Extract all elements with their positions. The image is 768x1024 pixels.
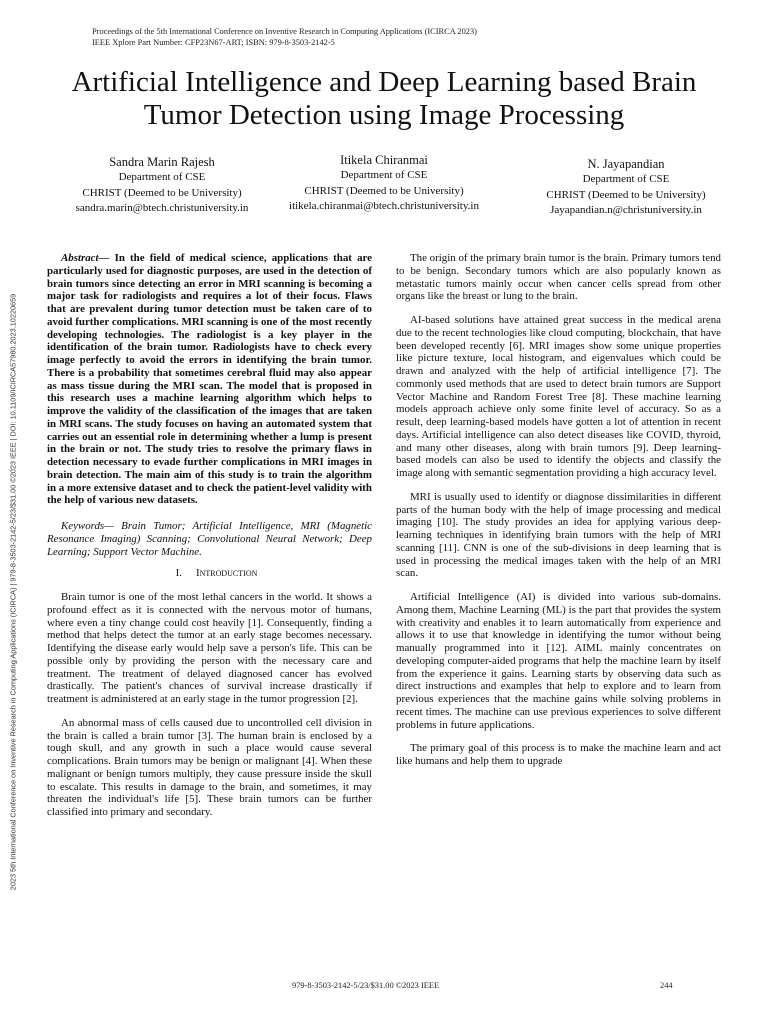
abstract-lead: Abstract— (61, 252, 110, 264)
conference-header-line2: IEEE Xplore Part Number: CFP23N67-ART; ISBN: 979-8-3503-2142-5 (92, 38, 335, 47)
author-2-name: Itikela Chiranmai (340, 153, 428, 167)
body-paragraph: AI-based solutions have attained great success in the medical arena due to the recent technologies like cloud computing, blockchain, that have been developed recently [6]. MRI images show some unique properties like picture texture, local histogram, and eigenvalues which could be drawn and analyzed with the help of artificial intelligence [7]. The commonly used methods that are used to detect brain tumors are Support Vector Machine and Random Forest Tree [8]. These machine learning models approach achieve only some finite level of accuracy. So as a result, deep learning-based models have gotten a lot of attention in recent days. Artificial intelligence can also detect diseases like COVID, thyroid, and many other diseases, along with brain tumors [9]. Deep learning-based models can also be used to identify the objects and classify the image along with semantic segmentation providing a high accuracy level. (396, 314, 721, 479)
author-3-name: N. Jayapandian (587, 157, 665, 171)
conference-header (92, 26, 477, 48)
body-paragraph: An abnormal mass of cells caused due to uncontrolled cell division in the brain is called a brain tumor [3]. The human brain is enclosed by a tough skull, and any growth in such a place would cause several complications. Brain tumors may be benign or malignant [4]. When these malignant or benign tumors multiply, they cause pressure inside the skull to escalate. This results in damage to the brain, and sometimes, it may threaten the individual's life [5]. These brain tumors can be further classified into primary and secondary. (47, 716, 372, 818)
right-column (396, 252, 721, 779)
paper-title-line2: Tumor Detection using Image Processing (143, 99, 625, 131)
paper-title-line1: Artificial Intelligence and Deep Learning based Brain (71, 66, 697, 98)
abstract (47, 252, 372, 507)
body-paragraph: Brain tumor is one of the most lethal cancers in the world. It shows a profound effect as it is connected with the nervous motor of humans, where even a tiny change could cost heavily [1]. Consequently, finding a method that helps detect the tumor at an early stage becomes necessary. Identifying the disease early would help save a person's life. This can be possible only by providing the person with the necessary care and treatment. The treatment of delayed diagnosed cancer has evolved drastically. The patient's chances of survival increase drastically if treatment is administered at an early stage in the tumor progression [2]. (47, 591, 372, 705)
abstract-body: In the field of medical science, applications that are particularly used for diagnostic purposes, are used in the detection of brain tumors since detecting an error in MRI scanning is becoming a major task for radiologists and requires a lot of their focus. Flaws that are prevalent during tumor detection must be taken care of to avoid further complications. MRI scanning is one of the most recently developing technologies. The radiologist is a key player in the identification of the brain tumor. Radiologists have to check every image perfectly to avoid the errors in identifying the brain tumor. There is a probability that sometimes cerebral fluid may also appear as mass tissue during the MRI scan. The model that is proposed in this research uses a machine learning algorithm which helps to improve the validity of the classification of the images that are taken in MRI scans. The study focuses on having an automated system that carries out an essential role in determining whether a lump is present in the brain or not. The study tries to resolve the primary flaws in detection necessary to evade further complications in MRI images in brain detection. The main aim of this study is to train the algorithm in a more extensive dataset and to check the patient-level validity with the help of various new datasets. (47, 252, 372, 507)
section-number: I. (175, 567, 182, 580)
section-title: Introduction (195, 567, 258, 580)
footer-copyright: 979-8-3503-2142-5/23/$31.00 ©2023 IEEE (292, 981, 440, 990)
author-1-name: Sandra Marin Rajesh (109, 155, 215, 169)
body-paragraph: MRI is usually used to identify or diagnose dissimilarities in different parts of the human body with the help of image processing and medical imaging [10]. The study provides an idea for applying various deep-learning techniques in identifying brain tumors with the help of MRI scanning [11]. CNN is one of the sub-divisions in deep learning that is used in processing the medical images taken with the help of an MRI scan. (396, 490, 721, 580)
keywords: Keywords— Brain Tumor; Artificial Intelligence, MRI (Magnetic Resonance Imaging) Scanning; Convolutional Neural Network; Deep Learning; Support Vector Machine. (47, 520, 372, 558)
left-column (47, 252, 372, 830)
author-3 (510, 156, 742, 219)
author-3-email[interactable]: Jayapandian.n@christuniversity.in (550, 204, 702, 216)
author-1 (42, 154, 282, 217)
page-number: 244 (660, 981, 673, 990)
body-paragraph: The primary goal of this process is to make the machine learn and act like humans and help them to upgrade (396, 742, 721, 767)
conference-header-line1: Proceedings of the 5th International Conference on Inventive Research in Computing Applications (ICIRCA 2023) (92, 27, 477, 36)
author-2-email[interactable]: itikela.chiranmai@btech.christuniversity.in (289, 200, 479, 212)
author-1-dept: Department of CSE (118, 171, 206, 183)
paper-title (30, 66, 738, 132)
author-1-email[interactable]: sandra.marin@btech.christuniversity.in (75, 202, 249, 214)
author-1-affiliation: CHRIST (Deemed to be University) (82, 186, 242, 199)
doi-sidebar (6, 232, 20, 952)
author-2-affiliation: CHRIST (Deemed to be University) (304, 184, 464, 197)
section-heading (47, 567, 372, 580)
author-2 (268, 152, 500, 215)
body-paragraph: The origin of the primary brain tumor is the brain. Primary tumors tend to be benign. Secondary tumors which are also popularly known as metastatic tumors mainly occur when cancer cells spread from other organs like the breast or lung to the brain. (396, 252, 721, 303)
doi-sidebar-text: 2023 5th International Conference on Inventive Research in Computing Applications (ICIRCA) | 979-8-3503-2142-5/23/$31.00 ©2023 IEEE | DOI: 10.1109/ICIRCA57980.2023.10220659 (8, 293, 18, 891)
body-paragraph: Artificial Intelligence (AI) is divided into various sub-domains. Among them, Machine Learning (ML) is the part that provides the system with creativity and enables it to learn automatically from experience and allows it to use that knowledge in identifying the tumor without being manually programmed into it [12]. AIML mainly concentrates on developing computer-aided programs that help the machine learn by itself from the experience it gains. Learning starts by observing data such as direct instructions and examples that help to explore and to learn from previous experiences that the machine gains while solving problems in recent times. The machine can use previous experiences to solve different problems in future applications. (396, 591, 721, 731)
author-3-dept: Department of CSE (582, 173, 670, 185)
author-2-dept: Department of CSE (340, 169, 428, 181)
author-3-affiliation: CHRIST (Deemed to be University) (546, 188, 706, 201)
